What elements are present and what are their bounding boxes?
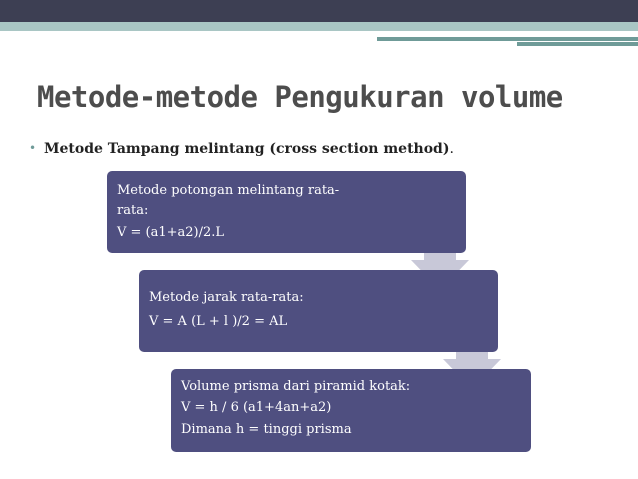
bullet-item xyxy=(29,141,454,157)
header-band-dark xyxy=(0,0,638,22)
bullet-marker: • xyxy=(29,141,37,155)
header-band-teal xyxy=(0,22,638,31)
header-accent-line-1 xyxy=(377,37,638,41)
bullet-trailing: . xyxy=(449,141,454,157)
box-text-line: Metode jarak rata-rata: xyxy=(149,290,304,305)
box-text-line: V = h / 6 (a1+4an+a2) xyxy=(181,400,332,415)
bullet-text: Metode Tampang melintang (cross section method) xyxy=(44,141,450,157)
method-box-cross-section xyxy=(107,171,466,253)
method-box-average-distance xyxy=(139,270,498,352)
box-text-line: Dimana h = tinggi prisma xyxy=(181,422,352,437)
box-text-line: Metode potongan melintang rata- xyxy=(117,183,340,198)
box-text-line: V = (a1+a2)/2.L xyxy=(117,225,225,240)
box-text-line: rata: xyxy=(117,203,149,218)
method-box-prism-volume xyxy=(171,369,531,452)
slide-title: Metode-metode Pengukuran volume xyxy=(37,80,563,114)
header-accent-line-2 xyxy=(517,42,638,46)
box-text-line: V = A (L + l )/2 = AL xyxy=(149,314,288,329)
box-text-line: Volume prisma dari piramid kotak: xyxy=(181,379,411,394)
